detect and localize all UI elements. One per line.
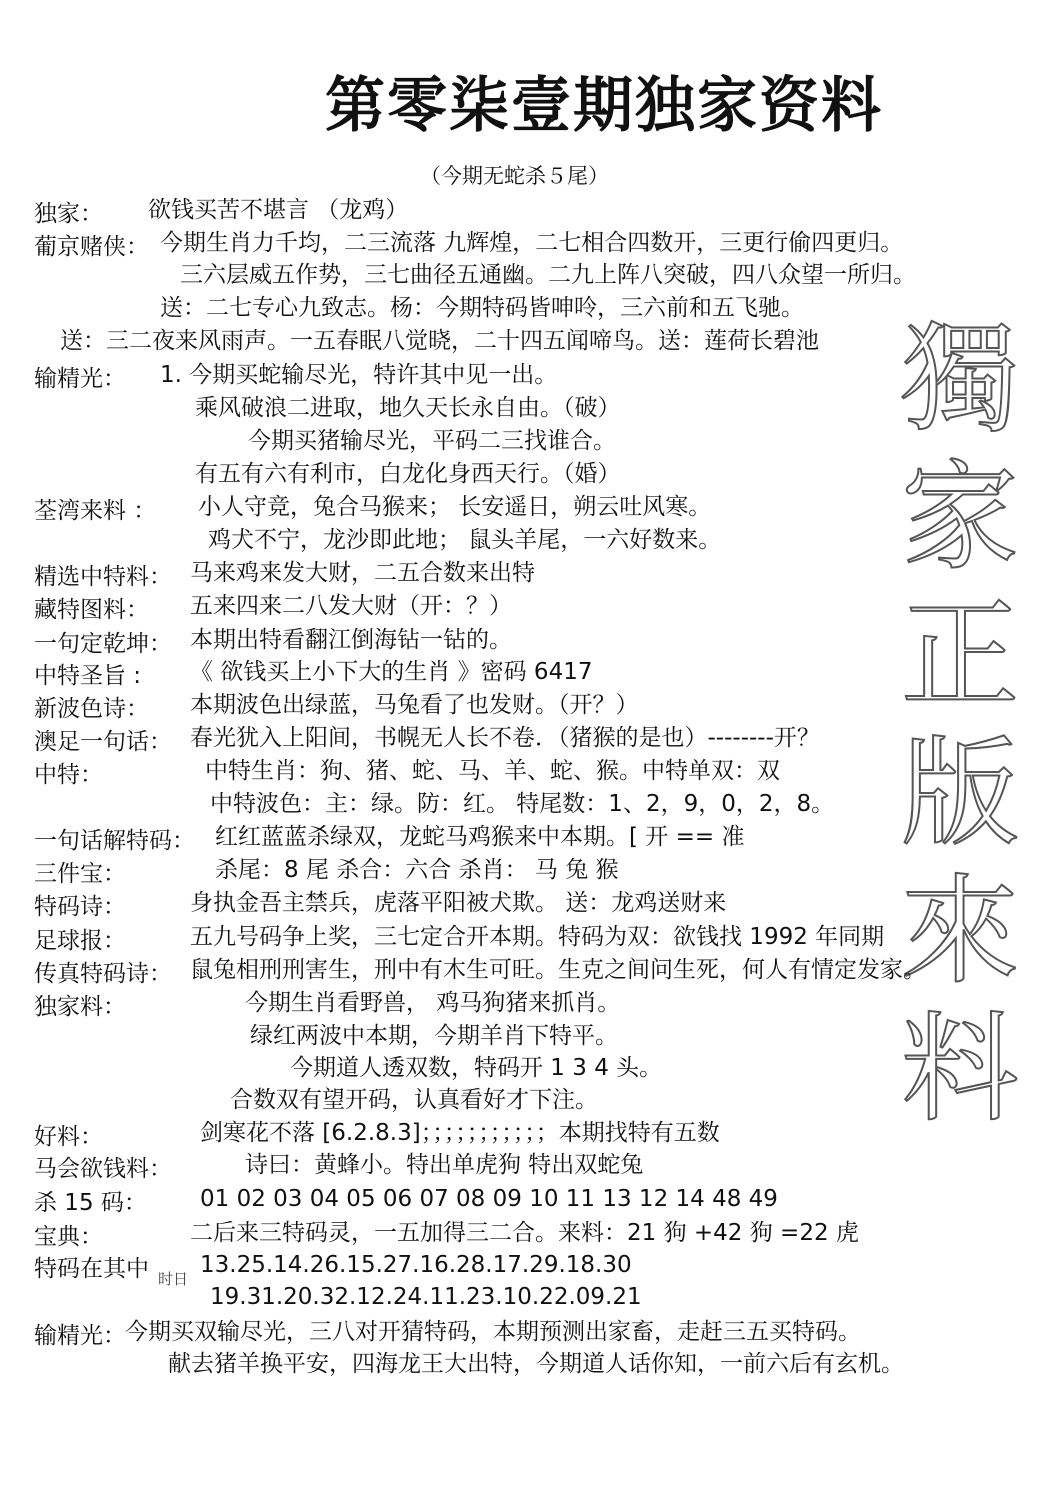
line-label: 精选中特料：	[34, 564, 172, 590]
line-label: 输精光：	[34, 1323, 126, 1349]
line-label: 新波色诗：	[34, 696, 149, 722]
line-label: 一句话解特码：	[34, 828, 195, 854]
watermark-char: 家	[900, 448, 1019, 586]
line-label: 藏特图料：	[34, 597, 149, 623]
line-text: 今期道人透双数，特码开 1 3 4 头。	[290, 1055, 663, 1081]
line-text: 中特波色：主：绿。防：红。 特尾数：1、2，9，0，2，8。	[210, 791, 835, 817]
line-text: 马来鸡来发大财，二五合数来出特	[190, 560, 535, 586]
line-label: 荃湾来料 ：	[34, 498, 157, 524]
line-text: 今期生肖看野兽， 鸡马狗猪来抓肖。	[245, 990, 621, 1016]
watermark-char: 來	[900, 862, 1019, 1000]
line-text: 01 02 03 04 05 06 07 08 09 10 11 13 12 14 48 49	[200, 1186, 778, 1212]
line-text: 中特生肖：狗、猪、蛇、马、羊、蛇、猴。中特单双：双	[205, 758, 780, 784]
line-text: 今期买双输尽光，三八对开猜特码，本期预测出家畜，走赶三五买特码。	[125, 1319, 861, 1345]
watermark-char: 版	[900, 724, 1019, 862]
line-text: 绿红两波中本期，今期羊肖下特平。	[250, 1023, 618, 1049]
line-text: 鸡犬不宁，龙沙即此地； 鼠头羊尾，一六好数来。	[208, 527, 722, 553]
line-text: 乘风破浪二进取，地久天长永自由。（破）	[195, 395, 621, 421]
page-title: 第零柒壹期独家资料	[325, 71, 883, 141]
line-text: 送：二七专心九致志。杨：今期特码皆呻呤，三六前和五飞驰。	[160, 295, 804, 321]
line-text: 13.25.14.26.15.27.16.28.17.29.18.30	[200, 1252, 632, 1278]
line-text: 献去猪羊换平安，四海龙王大出特，今期道人话你知，一前六后有玄机。	[168, 1351, 904, 1377]
line-label: 特码诗：	[34, 894, 126, 920]
line-text: 欲钱买苦不堪言 （龙鸡）	[148, 197, 409, 223]
line-text: 送：三二夜来风雨声。一五春眠八觉晓，二十四五闻啼鸟。送：莲荷长碧池	[60, 328, 819, 354]
line-label: 输精光：	[34, 366, 126, 392]
line-text: 19.31.20.32.12.24.11.23.10.22.09.21	[210, 1284, 642, 1310]
line-label: 足球报：	[34, 928, 126, 954]
line-text: 五九号码争上奖，三七定合开本期。特码为双：欲钱找 1992 年同期	[190, 924, 885, 950]
line-text: 1. 今期买蛇输尽光，特许其中见一出。	[160, 362, 558, 388]
line-text: 二后来三特码灵，一五加得三二合。来料：21 狗 +42 狗 =22 虎	[190, 1220, 859, 1246]
line-text: 杀尾：8 尾 杀合：六合 杀肖： 马 兔 猴	[215, 857, 619, 883]
line-text: 今期买猪输尽光，平码二三找谁合。	[248, 428, 616, 454]
line-label: 澳足一句话：	[34, 729, 172, 755]
line-label: 独家：	[34, 201, 103, 227]
line-text: 五来四来二八发大财（开：？）	[190, 593, 512, 619]
watermark	[890, 310, 1030, 1138]
line-text: 三六层威五作势，三七曲径五通幽。二九上阵八突破，四八众望一所归。	[180, 262, 916, 288]
line-text: 剑寒花不落 [6.2.8.3]；；；；；；；；；；；本期找特有五数	[200, 1120, 720, 1146]
line-label: 三件宝：	[34, 861, 126, 887]
line-text: 春光犹入上阳间，书幌无人长不卷．（猪猴的是也）--------开？	[190, 725, 820, 751]
line-text: 身执金吾主禁兵，虎落平阳被犬欺。 送：龙鸡送财来	[190, 890, 727, 916]
watermark-char: 料	[900, 1000, 1019, 1138]
line-text: 红红蓝蓝杀绿双，龙蛇马鸡猴来中本期。[ 开 == 准	[215, 824, 745, 850]
watermark-char: 獨	[900, 310, 1019, 448]
line-text: 合数双有望开码，认真看好才下注。	[230, 1087, 598, 1113]
line-label: 马会欲钱料：	[34, 1156, 172, 1182]
page-subtitle: （今期无蛇杀５尾）	[420, 164, 609, 188]
line-label: 好料：	[34, 1124, 103, 1150]
watermark-char: 正	[900, 586, 1019, 724]
line-text: 《 欲钱买上小下大的生肖 》密码 6417	[190, 659, 593, 685]
line-text: 诗曰：黄蜂小。特出单虎狗 特出双蛇兔	[245, 1152, 644, 1178]
line-label: 宝典：	[34, 1224, 103, 1250]
line-label: 特码在其中	[34, 1256, 149, 1282]
line-label: 一句定乾坤：	[34, 631, 172, 657]
line-text: 鼠兔相刑刑害生，刑中有木生可旺。生克之间问生死，何人有情定发家。	[190, 957, 926, 983]
line-label: 独家料：	[34, 994, 126, 1020]
line-label: 中特：	[34, 762, 103, 788]
line-label: 杀 15 码：	[34, 1190, 147, 1216]
line-text: 本期波色出绿蓝，马兔看了也发财。（开？）	[190, 692, 639, 718]
line-label: 传真特码诗：	[34, 961, 172, 987]
line-text: 小人守竞，兔合马猴来； 长安遥日，朔云吐风寒。	[198, 494, 712, 520]
line-text: 今期生肖力千均，二三流落 九辉煌，二七相合四数开，三更行偷四更归。	[160, 230, 904, 256]
line-text: 本期出特看翻江倒海钻一钻的。	[190, 627, 512, 653]
line-text: 有五有六有利市，白龙化身西天行。（婚）	[195, 461, 621, 487]
stray-text: 时日	[158, 1270, 189, 1288]
line-label: 中特圣旨 :	[34, 663, 142, 689]
line-label: 葡京赌侠：	[34, 234, 149, 260]
